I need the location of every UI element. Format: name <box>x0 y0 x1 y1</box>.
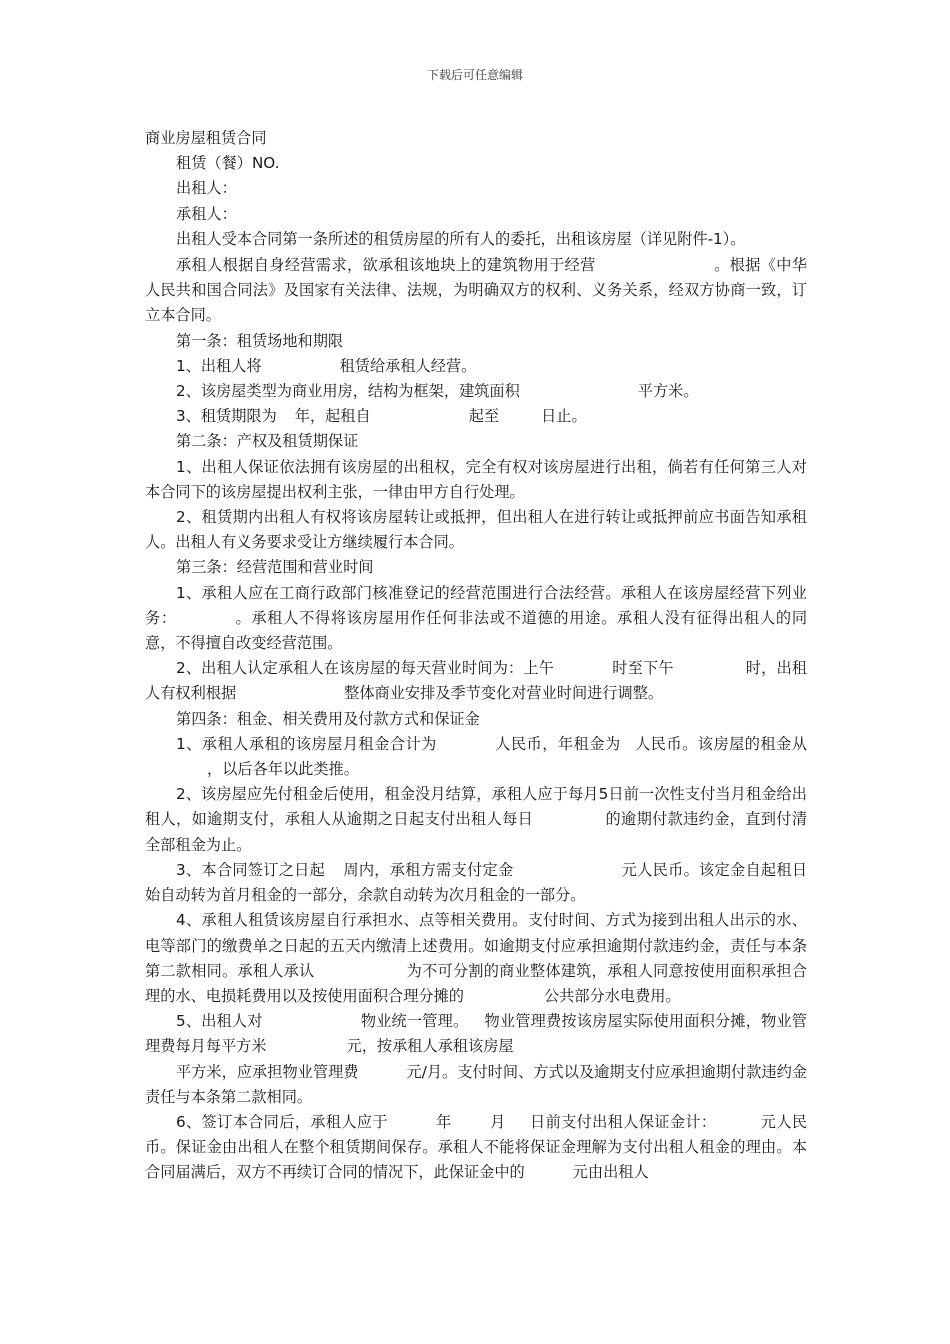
lessor-label: 出租人： <box>176 179 237 198</box>
article-2-title: 第二条：产权及租赁期保证 <box>176 432 359 451</box>
article-4-clause-5-continued: 平方米，应承担物业管理费 元/月。支付时间、方式以及逾期支付应承担逾期付款违约金责任与本条第二款相同。 <box>145 1062 807 1106</box>
article-3-title: 第三条：经营范围和营业时间 <box>176 558 374 577</box>
article-4-clause-4: 4、承租人租赁该房屋自行承担水、点等相关费用。支付时间、方式为接到出租人出示的水、电等部门的缴费单之日起的五天内缴清上述费用。如逾期支付应承担逾期付款违约金，责任与本条第二款相同。承租人承认 为不可分割的商业整体建筑，承租人同意按使用面积承担合理的水、电损耗费用以及按使用面积合理分摊的 公共部分水电费用。 <box>145 911 808 1005</box>
article-4-clause-6: 6、签订本合同后，承租人应于 年 月 日前支付出租人保证金计： 元人民币。保证金由出租人在整个租赁期间保存。承租人不能将保证金理解为支付出租人租金的理由。本合同届满后，双方不再续订合同的情况下，此保证金中的 元由出租人 <box>145 1112 808 1182</box>
article-2-clause-1: 1、出租人保证依法拥有该房屋的出租权，完全有权对该房屋进行出租，倘若有任何第三人对本合同下的该房屋提出权利主张，一律由甲方自行处理。 <box>145 457 807 501</box>
article-2-clause-2: 2、租赁期内出租人有权将该房屋转让或抵押，但出租人在进行转让或抵押前应书面告知承租人。出租人有义务要求受让方继续履行本合同。 <box>145 508 807 552</box>
intro-paragraph-1: 出租人受本合同第一条所述的租赁房屋的所有人的委托，出租该房屋（详见附件-1）。 <box>176 229 746 248</box>
article-1-clause-3: 3、租赁期限为 年，起租自 起至 日止。 <box>176 407 587 426</box>
article-4-clause-1: 1、承租人承租的该房屋月租金合计为 人民币，年租金为 人民币。该房屋的租金从，以后各年以此类推。 <box>176 734 808 779</box>
intro-paragraph-2: 承租人根据自身经营需求，欲承租该地块上的建筑物用于经营 。根据《中华人民共和国合同法》及国家有关法律、法规，为明确双方的权利、义务关系，经双方协商一致，订立本合同。 <box>145 256 808 325</box>
article-4-clause-3: 3、本合同签订之日起 周内，承租方需支付定金 元人民币。该定金自起租日始自动转为首月租金的一部分，余款自动转为次月租金的一部分。 <box>145 860 808 905</box>
article-4-clause-2: 2、该房屋应先付租金后使用，租金没月结算，承租人应于每月5日前一次性支付当月租金给出租人，如逾期支付，承租人从逾期之日起支付出租人每日 的逾期付款违约金，直到付清全部租金为止。 <box>145 785 808 854</box>
contract-number: 租赁（餐）NO. <box>176 154 280 173</box>
article-3-clause-2: 2、出租人认定承租人在该房屋的每天营业时间为：上午 时至下午 时，出租人有权利根据 整体商业安排及季节变化对营业时间进行调整。 <box>145 659 808 703</box>
article-4-title: 第四条：租金、相关费用及付款方式和保证金 <box>176 709 480 728</box>
contract-body <box>145 126 807 1186</box>
article-3-clause-1: 1、承租人应在工商行政部门核准登记的经营范围进行合法经营。承租人在该房屋经营下列业务： 。承租人不得将该房屋用作任何非法或不道德的用途。承租人没有征得出租人的同意，不得擅自改变经营范围。 <box>145 583 808 653</box>
contract-title: 商业房屋租赁合同 <box>145 129 267 147</box>
article-4-clause-5: 5、出租人对 物业统一管理。 物业管理费按该房屋实际使用面积分摊，物业管理费每月每平方米 元，按承租人承租该房屋 <box>145 1012 807 1056</box>
lessee-label: 承租人： <box>176 204 237 223</box>
page-header-note: 下载后可任意编辑 <box>426 68 523 82</box>
article-1-clause-2: 2、该房屋类型为商业用房，结构为框架，建筑面积 平方米。 <box>176 382 699 401</box>
article-1-clause-1: 1、出租人将 租赁给承租人经营。 <box>176 356 477 375</box>
article-1-title: 第一条：租赁场地和期限 <box>176 331 344 350</box>
